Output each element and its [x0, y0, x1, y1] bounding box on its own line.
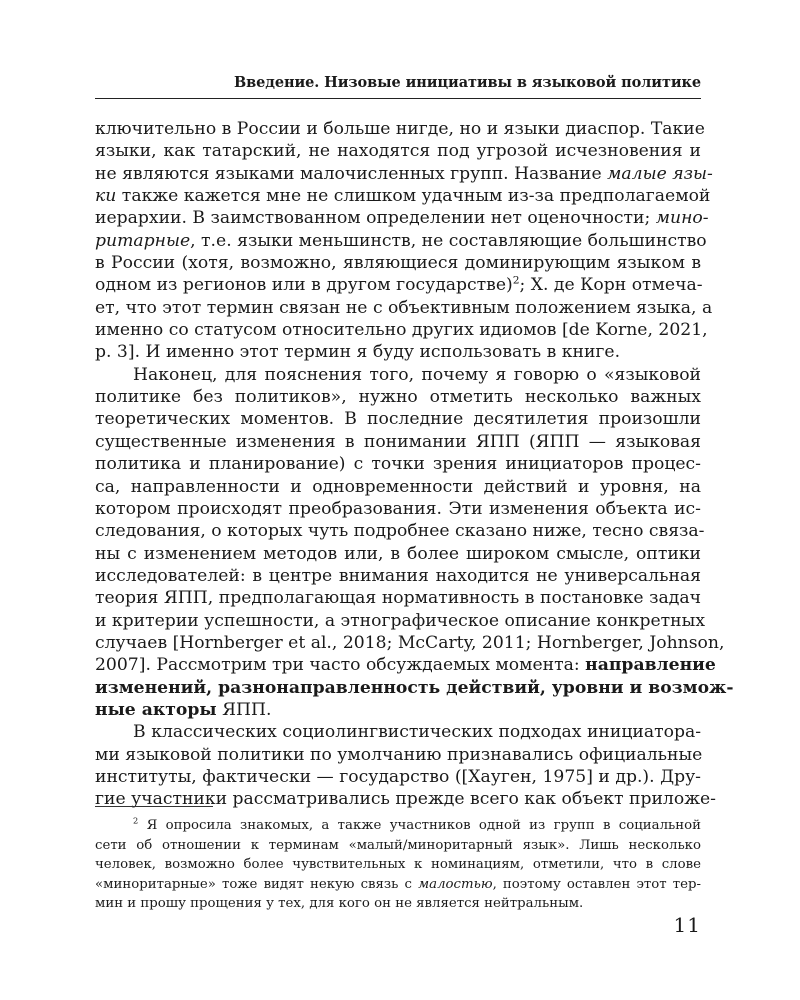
- text-segment: и критерии успешности, а этнографическое описание конкретных: [95, 610, 706, 631]
- text-line: [95, 654, 716, 676]
- text-segment: «миноритарные» тоже видят некую связь с: [95, 876, 419, 892]
- text-segment: p. 3]. И именно этот термин я буду использовать в книге.: [95, 342, 621, 363]
- text-segment: Я опросила знакомых, а также участников одной из групп в социальной: [138, 818, 701, 833]
- text-segment: исследователей: в центре внимания находится не универсальная: [95, 565, 701, 586]
- text-segment: следования, о которых чуть подробнее сказано ниже, тесно связа-: [95, 521, 705, 542]
- main-text: [95, 118, 734, 811]
- text-line: [95, 163, 713, 185]
- text-segment: котором происходят преобразования. Эти изменения объекта ис-: [95, 498, 701, 519]
- text-line: [95, 207, 709, 229]
- text-segment: также кажется мне не слишком удачным из-за предполагаемой: [116, 186, 711, 207]
- text-line: [95, 297, 713, 319]
- footnote: [95, 816, 701, 914]
- text-segment: ритарные: [95, 230, 191, 251]
- text-line: [95, 610, 706, 632]
- text-segment: ные акторы: [95, 699, 217, 720]
- text-segment: иерархии. В заимствованном определении нет оценочности;: [95, 208, 656, 229]
- text-segment: ки: [95, 186, 117, 207]
- text-line: [95, 476, 701, 498]
- text-segment: ет, что этот термин связан не с объективным положением языка, а: [95, 297, 713, 318]
- text-line: [95, 587, 701, 609]
- text-line: [95, 431, 701, 453]
- text-segment: мин и прошу прощения у тех, для кого он не является нейтральным.: [95, 896, 584, 912]
- text-line: [95, 386, 701, 408]
- text-line: [95, 498, 701, 520]
- text-segment: 2007]. Рассмотрим три часто обсуждаемых момента:: [95, 655, 586, 676]
- text-segment: человек, возможно более чувствительных к номинациям, отметили, что в слове: [95, 857, 701, 873]
- text-segment: , т.е. языки меньшинств, не составляющие большинство: [190, 230, 707, 251]
- text-segment: ключительно в России и больше нигде, но и языки диаспор. Такие: [95, 119, 705, 139]
- text-segment: малые язы-: [607, 163, 713, 184]
- footnote-line: [95, 875, 701, 895]
- text-segment: теория ЯПП, предполагающая нормативность в постановке задач: [95, 588, 701, 609]
- text-line: [95, 364, 701, 386]
- text-segment: , поэтому оставлен этот тер-: [492, 876, 701, 892]
- footnote-marker: 2: [512, 273, 520, 287]
- footnote-divider: [95, 806, 213, 807]
- text-segment: не являются языками малочисленных групп. Название: [95, 163, 608, 184]
- text-segment: ЯПП.: [216, 699, 272, 720]
- text-segment: ми языковой политики по умолчанию признавались официальные: [95, 744, 703, 765]
- text-line: [95, 140, 701, 162]
- text-segment: случаев [Hornberger et al., 2018; McCarty, 2011; Hornberger, Johnson,: [95, 632, 725, 653]
- text-line: [95, 230, 707, 252]
- text-segment: В классических социолингвистических подходах инициатора-: [133, 722, 701, 743]
- text-segment: сети об отношении к терминам «малый/миноритарный язык». Лишь несколько: [95, 837, 701, 853]
- text-line: [95, 721, 701, 743]
- text-line: [95, 319, 708, 341]
- text-segment: политике без политиков», нужно отметить несколько важных: [95, 387, 701, 408]
- running-header: Введение. Низовые инициативы в языковой политике: [95, 74, 701, 99]
- text-segment: одном из регионов или в другом государстве): [95, 275, 513, 296]
- text-line: [95, 766, 701, 788]
- text-line: [95, 565, 701, 587]
- footnote-line: [95, 836, 701, 856]
- footnote-line: [95, 816, 701, 836]
- page-number: 11: [673, 913, 701, 937]
- text-segment: ; Х. де Корн отмеча-: [519, 275, 703, 296]
- text-segment: именно со статусом относительно других идиомов [de Korne, 2021,: [95, 320, 708, 341]
- text-line: [95, 453, 701, 475]
- text-segment: в России (хотя, возможно, являющиеся доминирующим языком в: [95, 253, 701, 274]
- text-segment: мино-: [655, 208, 709, 229]
- text-line: [95, 677, 734, 699]
- text-line: [95, 341, 701, 363]
- text-segment: существенные изменения в понимании ЯПП (ЯПП — языковая: [95, 431, 701, 452]
- text-segment: гие участники рассматривались прежде всего как объект приложе-: [95, 789, 716, 810]
- text-segment: Наконец, для пояснения того, почему я говорю о «языковой: [133, 364, 701, 385]
- text-segment: направление: [585, 655, 716, 676]
- text-line: [95, 185, 711, 207]
- text-line: [95, 788, 716, 810]
- text-line: [95, 118, 705, 140]
- text-segment: институты, фактически — государство ([Хауген, 1975] и др.). Дру-: [95, 766, 701, 787]
- text-segment: малостью: [418, 876, 493, 892]
- text-segment: теоретических моментов. В последние десятилетия произошли: [95, 409, 701, 430]
- text-line: [95, 543, 701, 565]
- footnote-marker: 2: [133, 815, 139, 826]
- footnote-line: [95, 894, 701, 914]
- text-line: [95, 632, 725, 654]
- text-line: [95, 274, 701, 296]
- text-segment: изменений, разнонаправленность действий, уровни и возмож-: [95, 677, 734, 698]
- text-line: [95, 408, 701, 430]
- text-line: [95, 252, 701, 274]
- text-segment: языки, как татарский, не находятся под угрозой исчезновения и: [95, 141, 701, 162]
- text-segment: са, направленности и одновременности действий и уровня, на: [95, 476, 701, 497]
- text-segment: ны с изменением методов или, в более широком смысле, оптики: [95, 543, 701, 564]
- footnote-line: [95, 855, 701, 875]
- text-line: [95, 744, 701, 766]
- text-segment: политика и планирование) с точки зрения инициаторов процес-: [95, 454, 701, 475]
- text-line: [95, 699, 701, 721]
- text-line: [95, 520, 705, 542]
